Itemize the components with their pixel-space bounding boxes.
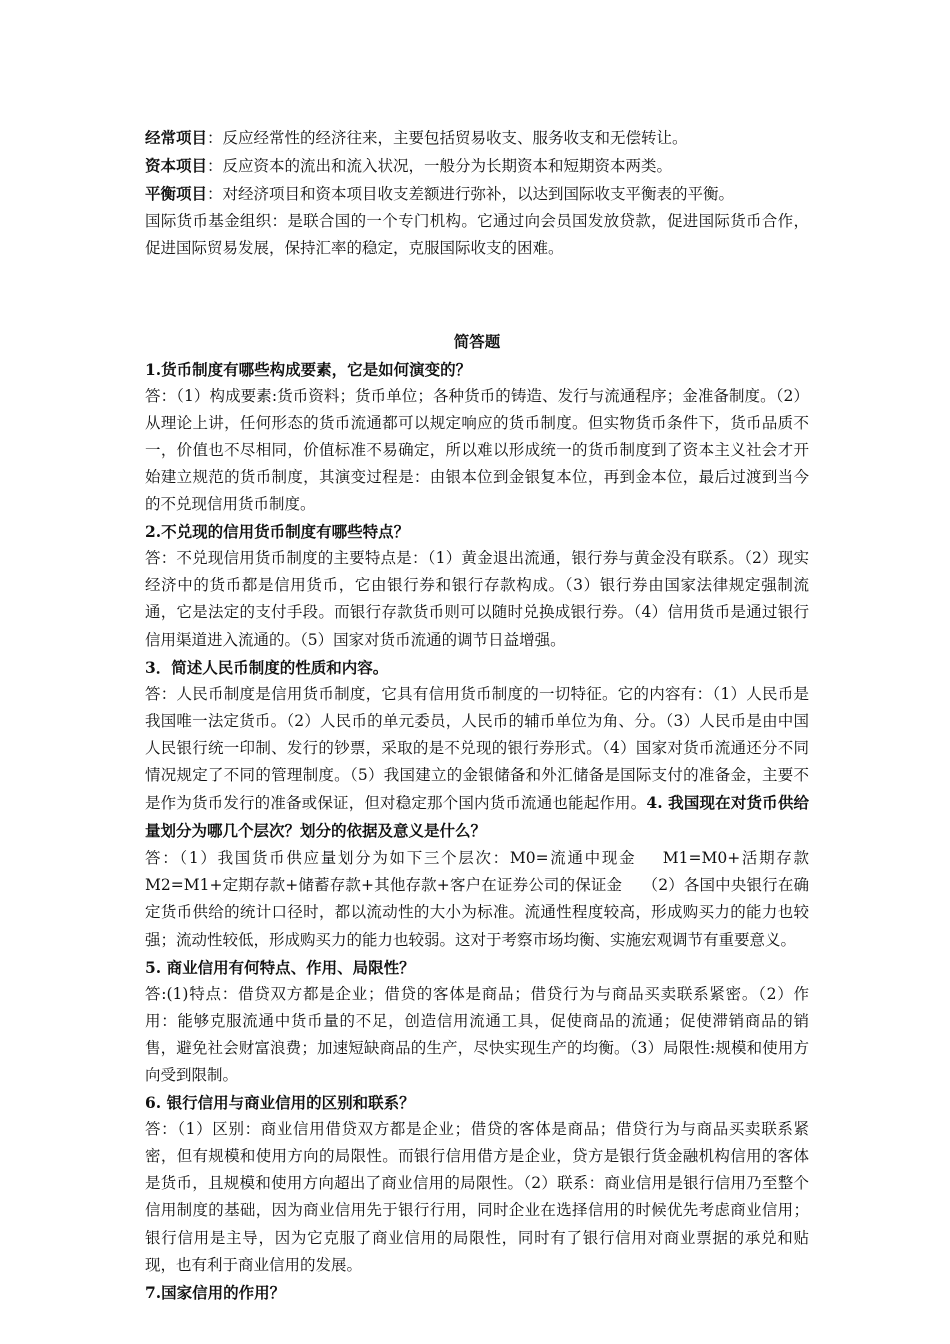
question-6: 6. 银行信用与商业信用的区别和联系？ — [145, 1093, 415, 1113]
term-current-account — [145, 124, 809, 152]
answer-6: 答：（1）区别：商业信用借贷双方都是企业；借贷的客体是商品；借贷行为与商品买卖联系紧密，但有规模和使用方向的局限性。而银行信用借方是企业，贷方是银行货金融机构信用的客体是货币，且规模和使用方向超出了商业信用的局限性。（2）联系：商业信用是银行信用乃至整个信用制度的基础，因为商业信用先于银行行用，同时企业在选择信用的时候优先考虑商业信用；银行信用是主导，因为它克服了商业信用的局限性，同时有了银行信用对商业票据的承兑和贴现，也有利于商业信用的发展。 — [145, 1120, 809, 1274]
answer-3 — [145, 681, 809, 846]
answer-1: 答：（1）构成要素:货币资料；货币单位；各种货币的铸造、发行与流通程序；金准备制度。（2）从理论上讲，任何形态的货币流通都可以规定响应的货币制度。但实物货币条件下，货币品质不一，价值也不尽相同，价值标准不易确定，所以难以形成统一的货币制度到了资本主义社会才开始建立规范的货币制度，其演变过程是：由银本位到金银复本位，再到金本位，最后过渡到当今的不兑现信用货币制度。 — [145, 386, 809, 514]
term-label: 经常项目 — [145, 128, 208, 147]
term-separator: ： — [207, 185, 223, 204]
term-label: 平衡项目 — [145, 184, 208, 204]
question-7: 7.国家信用的作用？ — [145, 1282, 286, 1302]
term-separator: ： — [207, 129, 223, 147]
section-spacer — [145, 262, 809, 328]
section-title: 简答题 — [453, 332, 501, 352]
question-2: 2.不兑现的信用货币制度有哪些特点？ — [145, 522, 410, 542]
term-label: 资本项目 — [145, 156, 208, 176]
answer-5: 答:(1)特点：借贷双方都是企业；借贷的客体是商品；借贷行为与商品买卖联系紧密。（2）作用：能够克服流通中货币量的不足，创造信用流通工具，促使商品的流通；促使滞销商品的销售，避免社会财富浪费；加速短缺商品的生产，尽快实现生产的均衡。（3）局限性:规模和使用方向受到限制。 — [145, 984, 809, 1084]
term-definition: 对经济项目和资本项目收支差额进行弥补，以达到国际收支平衡表的平衡。 — [222, 185, 735, 204]
answer-4-line1-m1: M1=M0+活期存款 — [662, 849, 809, 868]
answer-4-line2: M2=M1+定期存款+储蓄存款+其他存款+客户在证券公司的保证金 — [145, 876, 623, 895]
term-capital-account — [145, 152, 809, 180]
document-page — [145, 124, 809, 1306]
answer-4-rest: （2）各国中央银行在确定货币供给的统计口径时，都以流动性的大小为标准。流通性程度较高，形成购买力的能力也较强；流动性较低，形成购买力的能力也较弱。这对于考察市场均衡、实施宏观调节有重要意义。 — [145, 876, 809, 949]
term-definition: 反应资本的流出和流入状况，一般分为长期资本和短期资本两类。 — [222, 157, 673, 176]
answer-4 — [145, 845, 809, 953]
term-balancing-item — [145, 180, 809, 208]
question-3: 3．简述人民币制度的性质和内容。 — [145, 657, 389, 677]
term-separator: ： — [207, 157, 223, 176]
question-4: 4. 我国现在对货币供给量划分为哪几个层次？划分的依据及意义是什么？ — [145, 793, 810, 841]
question-5: 5. 商业信用有何特点、作用、局限性？ — [145, 957, 415, 977]
answer-3-text: 答：人民币制度是信用货币制度，它具有信用货币制度的一切特征。它的内容有：（1）人民币是我国唯一法定货币。（2）人民币的单元委员，人民币的辅币单位为角、分。（3）人民币是由中国人民银行统一印制、发行的钞票，采取的是不兑现的银行券形式。（4）国家对货币流通还分不同情况规定了不同的管理制度。（5）我国建立的金银储备和外汇储备是国际支付的准备金，主要不是作为货币发行的准备或保证，但对稳定那个国内货币流通也能起作用。 — [145, 684, 809, 813]
term-definition: 反应经常性的经济往来，主要包括贸易收支、服务收支和无偿转让。 — [222, 129, 688, 147]
answer-4-line1: 答：（1）我国货币供应量划分为如下三个层次：M0=流通中现金 — [145, 849, 637, 868]
question-1: 1.货币制度有哪些构成要素，它是如何演变的？ — [145, 359, 472, 379]
term-imf: 国际货币基金组织：是联合国的一个专门机构。它通过向会员国发放贷款，促进国际货币合作，促进国际贸易发展，保持汇率的稳定，克服国际收支的困难。 — [145, 212, 809, 258]
answer-2: 答：不兑现信用货币制度的主要特点是：（1）黄金退出流通，银行券与黄金没有联系。（2）现实经济中的货币都是信用货币，它由银行券和银行存款构成。（3）银行券由国家法律规定强制流通，它是法定的支付手段。而银行存款货币则可以随时兑换成银行券。（4）信用货币是通过银行信用渠道进入流通的。（5）国家对货币流通的调节日益增强。 — [145, 549, 809, 649]
